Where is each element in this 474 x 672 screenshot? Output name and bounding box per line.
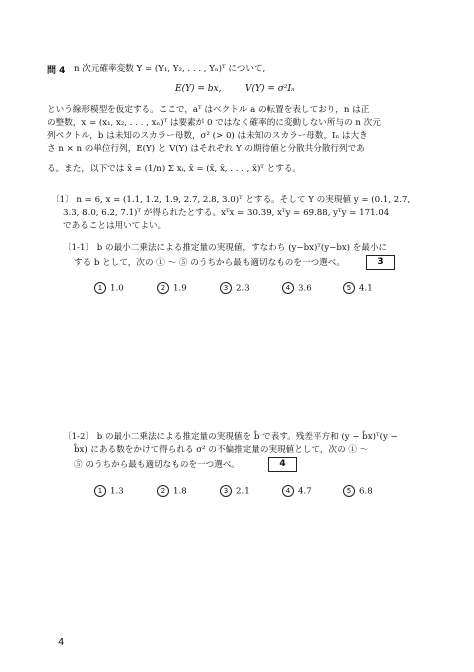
choice-number-icon: 3 bbox=[220, 282, 232, 294]
equation-expectation: E(Y) = bx, bbox=[175, 84, 222, 94]
choice-number-icon: 1 bbox=[94, 485, 106, 497]
problem-label: 問 4 bbox=[47, 66, 66, 76]
choice-number-icon: 1 bbox=[94, 282, 106, 294]
desc-line-4: さ n × n の単位行列，E(Y) と V(Y) はそれぞれ Y の期待値と分散共分散行列であ bbox=[47, 144, 365, 154]
choice-number-icon: 2 bbox=[157, 485, 169, 497]
q1-choice-4[interactable]: 4 3.6 bbox=[282, 282, 312, 294]
choice-number-icon: 4 bbox=[282, 485, 294, 497]
choice-number-icon: 4 bbox=[282, 282, 294, 294]
choice-number-icon: 2 bbox=[157, 282, 169, 294]
desc-line-2: の整数，x = (x₁, x₂, . . . , xₙ)ᵀ は要素が 0 ではなく確率的に変動しない所与の n 次元 bbox=[47, 118, 381, 128]
q1-line-2: する b として，次の ① ～ ⑤ のうちから最も適切なものを一つ選べ。 bbox=[74, 258, 345, 268]
desc-line-3: 列ベクトル，b は未知のスカラー母数，σ² (> 0) は未知のスカラー母数，Iₙ は大き bbox=[47, 131, 368, 141]
q1-choice-1[interactable]: 1 1.0 bbox=[94, 282, 124, 294]
choice-number-icon: 5 bbox=[343, 282, 355, 294]
desc-line-1: という線形模型を仮定する。ここで，aᵀ はベクトル a の転置を表しており，n は正 bbox=[47, 105, 370, 115]
part1-line-2: 3.3, 8.0, 6.2, 7.1)ᵀ が得られたとする。xᵀx = 30.39, xᵀy = 69.88, yᵀy = 171.04 bbox=[63, 208, 390, 218]
part1-line-3: であることは用いてよい。 bbox=[63, 221, 167, 231]
q2-line-1: 〔1-2〕 b の最小二乗法による推定量の実現値を b̂ で表す。残差平方和 (y − b̂x)ᵀ(y − bbox=[63, 432, 398, 442]
q1-choice-3[interactable]: 3 2.3 bbox=[220, 282, 250, 294]
q1-choice-5[interactable]: 5 4.1 bbox=[343, 282, 373, 294]
q2-choice-3[interactable]: 3 2.1 bbox=[220, 485, 250, 497]
q2-choice-4[interactable]: 4 4.7 bbox=[282, 485, 312, 497]
q1-line-1: 〔1-1〕 b の最小二乗法による推定量の実現値，すなわち (y−bx)ᵀ(y−bx) を最小に bbox=[63, 243, 388, 253]
answer-box-3: 3 bbox=[366, 255, 395, 270]
page-number: 4 bbox=[58, 637, 65, 648]
choice-number-icon: 3 bbox=[220, 485, 232, 497]
q2-choice-1[interactable]: 1 1.3 bbox=[94, 485, 124, 497]
desc-line-5: る。また，以下では x̄ = (1/n) Σ xᵢ, x̄ = (x̄, x̄, . . . , x̄)ᵀ とする。 bbox=[47, 164, 302, 174]
problem-intro: n 次元確率変数 Y = (Y₁, Y₂, . . . , Yₙ)ᵀ について, bbox=[74, 64, 266, 74]
q2-choice-2[interactable]: 2 1.8 bbox=[157, 485, 187, 497]
answer-box-4: 4 bbox=[268, 457, 297, 472]
q2-choice-5[interactable]: 5 6.8 bbox=[343, 485, 373, 497]
q1-choice-2[interactable]: 2 1.9 bbox=[157, 282, 187, 294]
equation-variance: V(Y) = σ²Iₙ bbox=[245, 84, 295, 94]
q2-line-2: b̂x) にある数をかけて得られる σ² の不偏推定量の実現値として，次の ① ～ bbox=[74, 445, 369, 455]
choice-number-icon: 5 bbox=[343, 485, 355, 497]
q2-line-3: ⑤ のうちから最も適切なものを一つ選べ。 bbox=[74, 460, 241, 470]
part1-line-1: 〔1〕 n = 6, x = (1.1, 1.2, 1.9, 2.7, 2.8, 3.0)ᵀ とする。そして Y の実現値 y = (0.1, 2.7, bbox=[51, 195, 411, 205]
